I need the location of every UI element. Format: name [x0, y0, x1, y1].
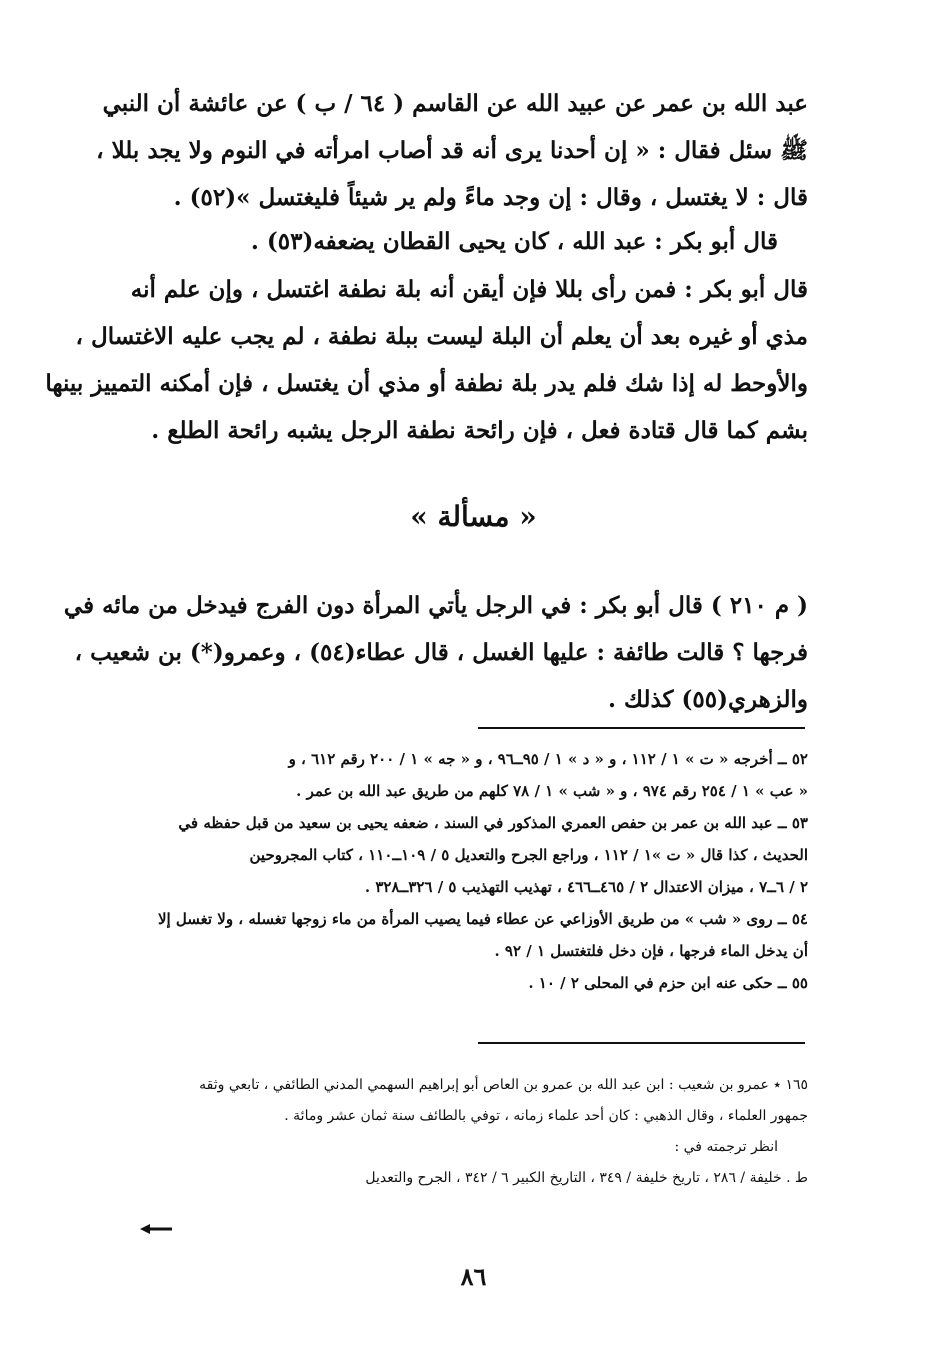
footnote-line: ٥٣ ــ عبد الله بن عمر بن حفص العمري المذكور في السند ، ضعفه يحيى بن سعيد من قبل حفظه في: [178, 814, 808, 832]
footnote-line: ٥٢ ــ أخرجه « ت » ١ / ١١٢ ، و « د » ١ / ٩٥ــ٩٦ ، و « جه » ١ / ٢٠٠ رقم ٦١٢ ، و: [288, 750, 808, 768]
text-line: ( م ٢١٠ ) قال أبو بكر : في الرجل يأتي المرأة دون الفرج فيدخل من مائه في: [63, 592, 808, 619]
bio-line: ط . خليفة / ٢٨٦ ، تاريخ خليفة / ٣٤٩ ، التاريخ الكبير ٦ / ٣٤٢ ، الجرح والتعديل: [365, 1170, 808, 1186]
text-line: بشم كما قال قتادة فعل ، فإن رائحة نطفة الرجل يشبه رائحة الطلع .: [151, 417, 808, 444]
footnote-line: « عب » ١ / ٢٥٤ رقم ٩٧٤ ، و « شب » ١ / ٧٨ كلهم من طريق عبد الله بن عمر .: [296, 782, 808, 800]
body-paragraph-3: [45, 266, 808, 454]
footnote-separator: [478, 727, 805, 729]
text-line: قال : لا يغتسل ، وقال : إن وجد ماءً ولم ير شيئاً فليغتسل »(٥٢) .: [173, 184, 808, 211]
masala-paragraph: [63, 582, 808, 723]
bio-line: انظر ترجمته في :: [674, 1139, 778, 1155]
biography-note: [140, 1070, 808, 1194]
footnotes: [138, 743, 808, 999]
footnote-line: ٥٥ ــ حكى عنه ابن حزم في المحلى ٢ / ١٠ .: [528, 974, 808, 992]
text-line: عبد الله بن عمر عن عبيد الله عن القاسم ( ٦٤ / ب ) عن عائشة أن النبي: [102, 90, 808, 117]
footnote-line: أن يدخل الماء فرجها ، فإن دخل فلتغتسل ١ / ٩٢ .: [494, 942, 808, 960]
bio-line: ١٦٥ ٭ عمرو بن شعيب : ابن عبد الله بن عمرو بن العاص أبو إبراهيم السهمي المدني الطائفي ، تابعي وثقه: [199, 1077, 808, 1093]
section-heading: « مسألة »: [410, 500, 537, 533]
text-line: قال أبو بكر : عبد الله ، كان يحيى القطان يضعفه(٥٣) .: [250, 228, 778, 255]
footnote-line: ٢ / ٦ــ٧ ، ميزان الاعتدال ٢ / ٤٦٥ــ٤٦٦ ، تهذيب التهذيب ٥ / ٣٢٦ــ٣٢٨ .: [364, 878, 808, 896]
page-number: ٨٦: [460, 1262, 487, 1291]
text-line: مذي أو غيره بعد أن يعلم أن البلة ليست ببلة نطفة ، لم يجب عليه الاغتسال ،: [75, 323, 808, 350]
body-paragraph-2: [138, 218, 778, 265]
text-line: والأوحط له إذا شك فلم يدر بلة نطفة أو مذي أن يغتسل ، فإن أمكنه التمييز بينها: [45, 370, 808, 397]
text-line: قال أبو بكر : فمن رأى بللا فإن أيقن أنه بلة نطفة اغتسل ، وإن علم أنه: [130, 276, 808, 303]
bio-line: جمهور العلماء ، وقال الذهبي : كان أحد علماء زمانه ، توفي بالطائف سنة ثمان عشر ومائة .: [284, 1108, 808, 1124]
footnote-line: ٥٤ ــ روى « شب » من طريق الأوزاعي عن عطاء فيما يصيب المرأة من ماء زوجها تغسله ، ولا تغسل إلا: [157, 910, 808, 928]
text-line: ﷺ سئل فقال : « إن أحدنا يرى أنه قد أصاب امرأته في النوم ولا يجد بللا ،: [96, 137, 808, 164]
continuation-arrow-icon: [140, 1224, 172, 1234]
text-line: فرجها ؟ قالت طائفة : عليها الغسل ، قال عطاء(٥٤) ، وعمرو(*) بن شعيب ،: [74, 639, 808, 666]
biography-separator: [478, 1042, 805, 1044]
text-line: والزهري(٥٥) كذلك .: [608, 686, 808, 713]
footnote-line: الحديث ، كذا قال « ت »١ / ١١٢ ، وراجع الجرح والتعديل ٥ / ١٠٩ــ١١٠ ، كتاب المجروحين: [249, 846, 808, 864]
body-paragraph-1: [96, 80, 808, 221]
